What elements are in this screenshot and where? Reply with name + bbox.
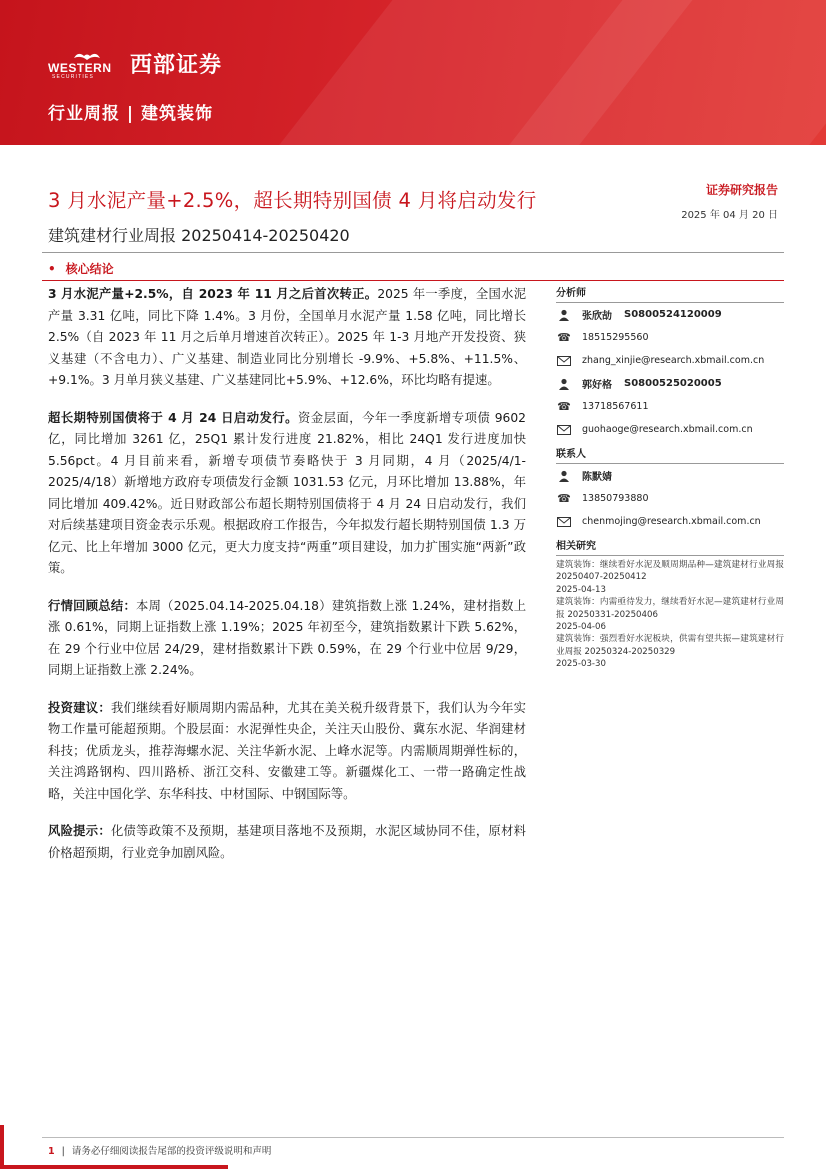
paragraph-text: 我们继续看好顺周期内需品种，尤其在美关税升级背景下，我们认为今年实物工作量可能超预期。个股层面：水泥弹性央企，关注天山股份、冀东水泥、华润建材科技；优质龙头，推荐海螺水泥、关注华新水泥、上峰水泥等。内需顺周期弹性标的，关注鸿路钢构、四川路桥、浙江交科、安徽建工等。新疆煤化工、一带一路确定性战略，关注中国化学、东华科技、中材国际、中钢国际等。 <box>48 700 526 801</box>
contact-phone: 13850793880 <box>582 493 649 504</box>
analyst-email[interactable]: guohaoge@research.xbmail.com.cn <box>582 424 753 435</box>
page-number: 1 <box>48 1146 55 1157</box>
analyst-phone: 18515295560 <box>582 332 649 343</box>
report-type: 证券研究报告 <box>705 183 778 197</box>
header-banner <box>0 0 826 145</box>
email-icon <box>556 423 572 437</box>
sidebar <box>556 280 784 671</box>
paragraph-lead: 风险提示： <box>48 824 111 838</box>
paragraph-text: 本周（2025.04.14-2025.04.18）建筑指数上涨 1.24%，建材指数上涨 0.61%，同期上证指数上涨 1.19%；2025 年初至今，建筑指数累计下跌 5.62%，在 29 个行业中位居 24/29，建材指数累计下跌 0.59%，在 29 个行业中位居 9/29，同期上证指数上涨 2.24%。 <box>48 598 526 677</box>
paragraph <box>48 821 526 864</box>
contact-email-row <box>556 510 784 533</box>
section-heading <box>48 260 114 277</box>
paragraph-lead: 3 月水泥产量+2.5%，自 2023 年 11 月之后首次转正。 <box>48 287 378 301</box>
contact-name: 陈默婧 <box>582 472 612 483</box>
logo-english-sub: SECURITIES <box>52 73 95 80</box>
bullet-icon: • <box>48 262 56 276</box>
paragraph-lead: 投资建议： <box>48 700 111 715</box>
paragraph <box>48 284 526 392</box>
contact-phone-row <box>556 487 784 510</box>
related-item-date: 2025-03-30 <box>556 659 606 670</box>
analyst-cert: S0800524120009 <box>624 309 722 320</box>
paragraph-text: 化债等政策不及预期，基建项目落地不及预期，水泥区域协同不佳，原材料价格超预期，行业竞争加剧风险。 <box>48 824 526 860</box>
paragraph-lead: 超长期特别国债将于 4 月 24 日启动发行。 <box>48 410 298 425</box>
analyst-heading: 分析师 <box>556 280 784 303</box>
company-logo <box>48 48 222 79</box>
footer-disclaimer: 请务必仔细阅读报告尾部的投资评级说明和声明 <box>71 1146 272 1157</box>
analyst-email-row <box>556 418 784 441</box>
report-category: 行业周报 | 建筑装饰 <box>48 104 214 124</box>
report-title: 3 月水泥产量+2.5%，超长期特别国债 4 月将启动发行 <box>48 189 537 212</box>
related-item-date: 2025-04-06 <box>556 622 606 633</box>
main-body <box>48 284 526 880</box>
analyst-name: 张欣劼 <box>582 311 612 322</box>
report-subtitle: 建筑建材行业周报 20250414-20250420 <box>48 226 350 245</box>
person-icon <box>556 469 572 483</box>
corner-accent <box>0 1125 4 1169</box>
analyst-name: 郭好格 <box>582 380 612 391</box>
contact-heading: 联系人 <box>556 441 784 464</box>
analyst-row <box>556 372 784 395</box>
paragraph <box>48 408 526 580</box>
corner-accent <box>0 1165 228 1169</box>
related-list <box>556 556 784 671</box>
related-item-title[interactable]: 建筑装饰：继续看好水泥及顺周期品种—建筑建材行业周报 20250407-20250412 <box>556 560 784 583</box>
phone-icon: ☎ <box>557 331 571 344</box>
analyst-phone: 13718567611 <box>582 401 649 412</box>
analyst-email[interactable]: zhang_xinjie@research.xbmail.com.cn <box>582 355 765 366</box>
report-date: 2025 年 04 月 20 日 <box>681 210 778 221</box>
analyst-phone-row <box>556 395 784 418</box>
footer-separator: | <box>61 1146 65 1157</box>
analyst-phone-row <box>556 326 784 349</box>
related-item-title[interactable]: 建筑装饰：内需亟待发力，继续看好水泥—建筑建材行业周报 20250331-20250406 <box>556 597 784 620</box>
contact-email[interactable]: chenmojing@research.xbmail.com.cn <box>582 516 761 527</box>
paragraph-lead: 行情回顾总结： <box>48 598 137 613</box>
divider <box>42 252 784 253</box>
paragraph-text: 资金层面，今年一季度新增专项债 9602 亿，同比增加 3261 亿，25Q1 累计发行进度 21.82%，相比 24Q1 发行进度加快 5.56pct。4 月目前来看，新增专项债节奏略快于 3 月同期，4 月（2025/4/1-2025/4/18）新增地方政府专项债发行金额 1031.53 亿元，月环比增加 13.88%，年同比增加 409.42%。近日财政部公布超长期特别国债将于 4 月 24 日启动发行，我们对后续基建项目资金表示乐观。根据政府工作报告，今年拟发行超长期特别国债 1.3 万亿元、比上年增加 3000 亿元，更大力度支持“两重”项目建设，加力扩围实施“两新”政策。 <box>48 410 526 575</box>
email-icon <box>556 515 572 529</box>
footer-divider <box>42 1137 784 1138</box>
analyst-row <box>556 303 784 326</box>
phone-icon: ☎ <box>557 400 571 413</box>
footer <box>48 1143 271 1157</box>
person-icon <box>556 377 572 391</box>
contact-row <box>556 464 784 487</box>
related-item-date: 2025-04-13 <box>556 584 606 595</box>
analyst-cert: S0800525020005 <box>624 378 722 389</box>
paragraph <box>48 698 526 806</box>
analyst-email-row <box>556 349 784 372</box>
related-heading: 相关研究 <box>556 533 784 556</box>
paragraph <box>48 596 526 682</box>
person-icon <box>556 308 572 322</box>
phone-icon: ☎ <box>557 492 571 505</box>
logo-chinese: 西部证券 <box>130 53 223 78</box>
related-item-title[interactable]: 建筑装饰：强烈看好水泥板块，供需有望共振—建筑建材行业周报 20250324-20250329 <box>556 634 784 657</box>
email-icon <box>556 354 572 368</box>
logo-english: WESTERN <box>48 60 112 75</box>
section-title: 核心结论 <box>65 262 114 276</box>
bull-logo-icon <box>48 49 126 79</box>
paragraph-text: 2025 年一季度，全国水泥产量 3.31 亿吨，同比下降 1.4%。3 月份，全国单月水泥产量 1.58 亿吨，同比增长 2.5%（自 2023 年 11 月之后单月增速首次转正）。2025 年 1-3 月地产开发投资、狭义基建（不含电力）、广义基建、制造业同比分别增长 -9.9%、+5.8%、+11.5%、+9.1%。3 月单月狭义基建、广义基建同比+5.9%、+12.6%，环比均略有提速。 <box>48 287 526 387</box>
